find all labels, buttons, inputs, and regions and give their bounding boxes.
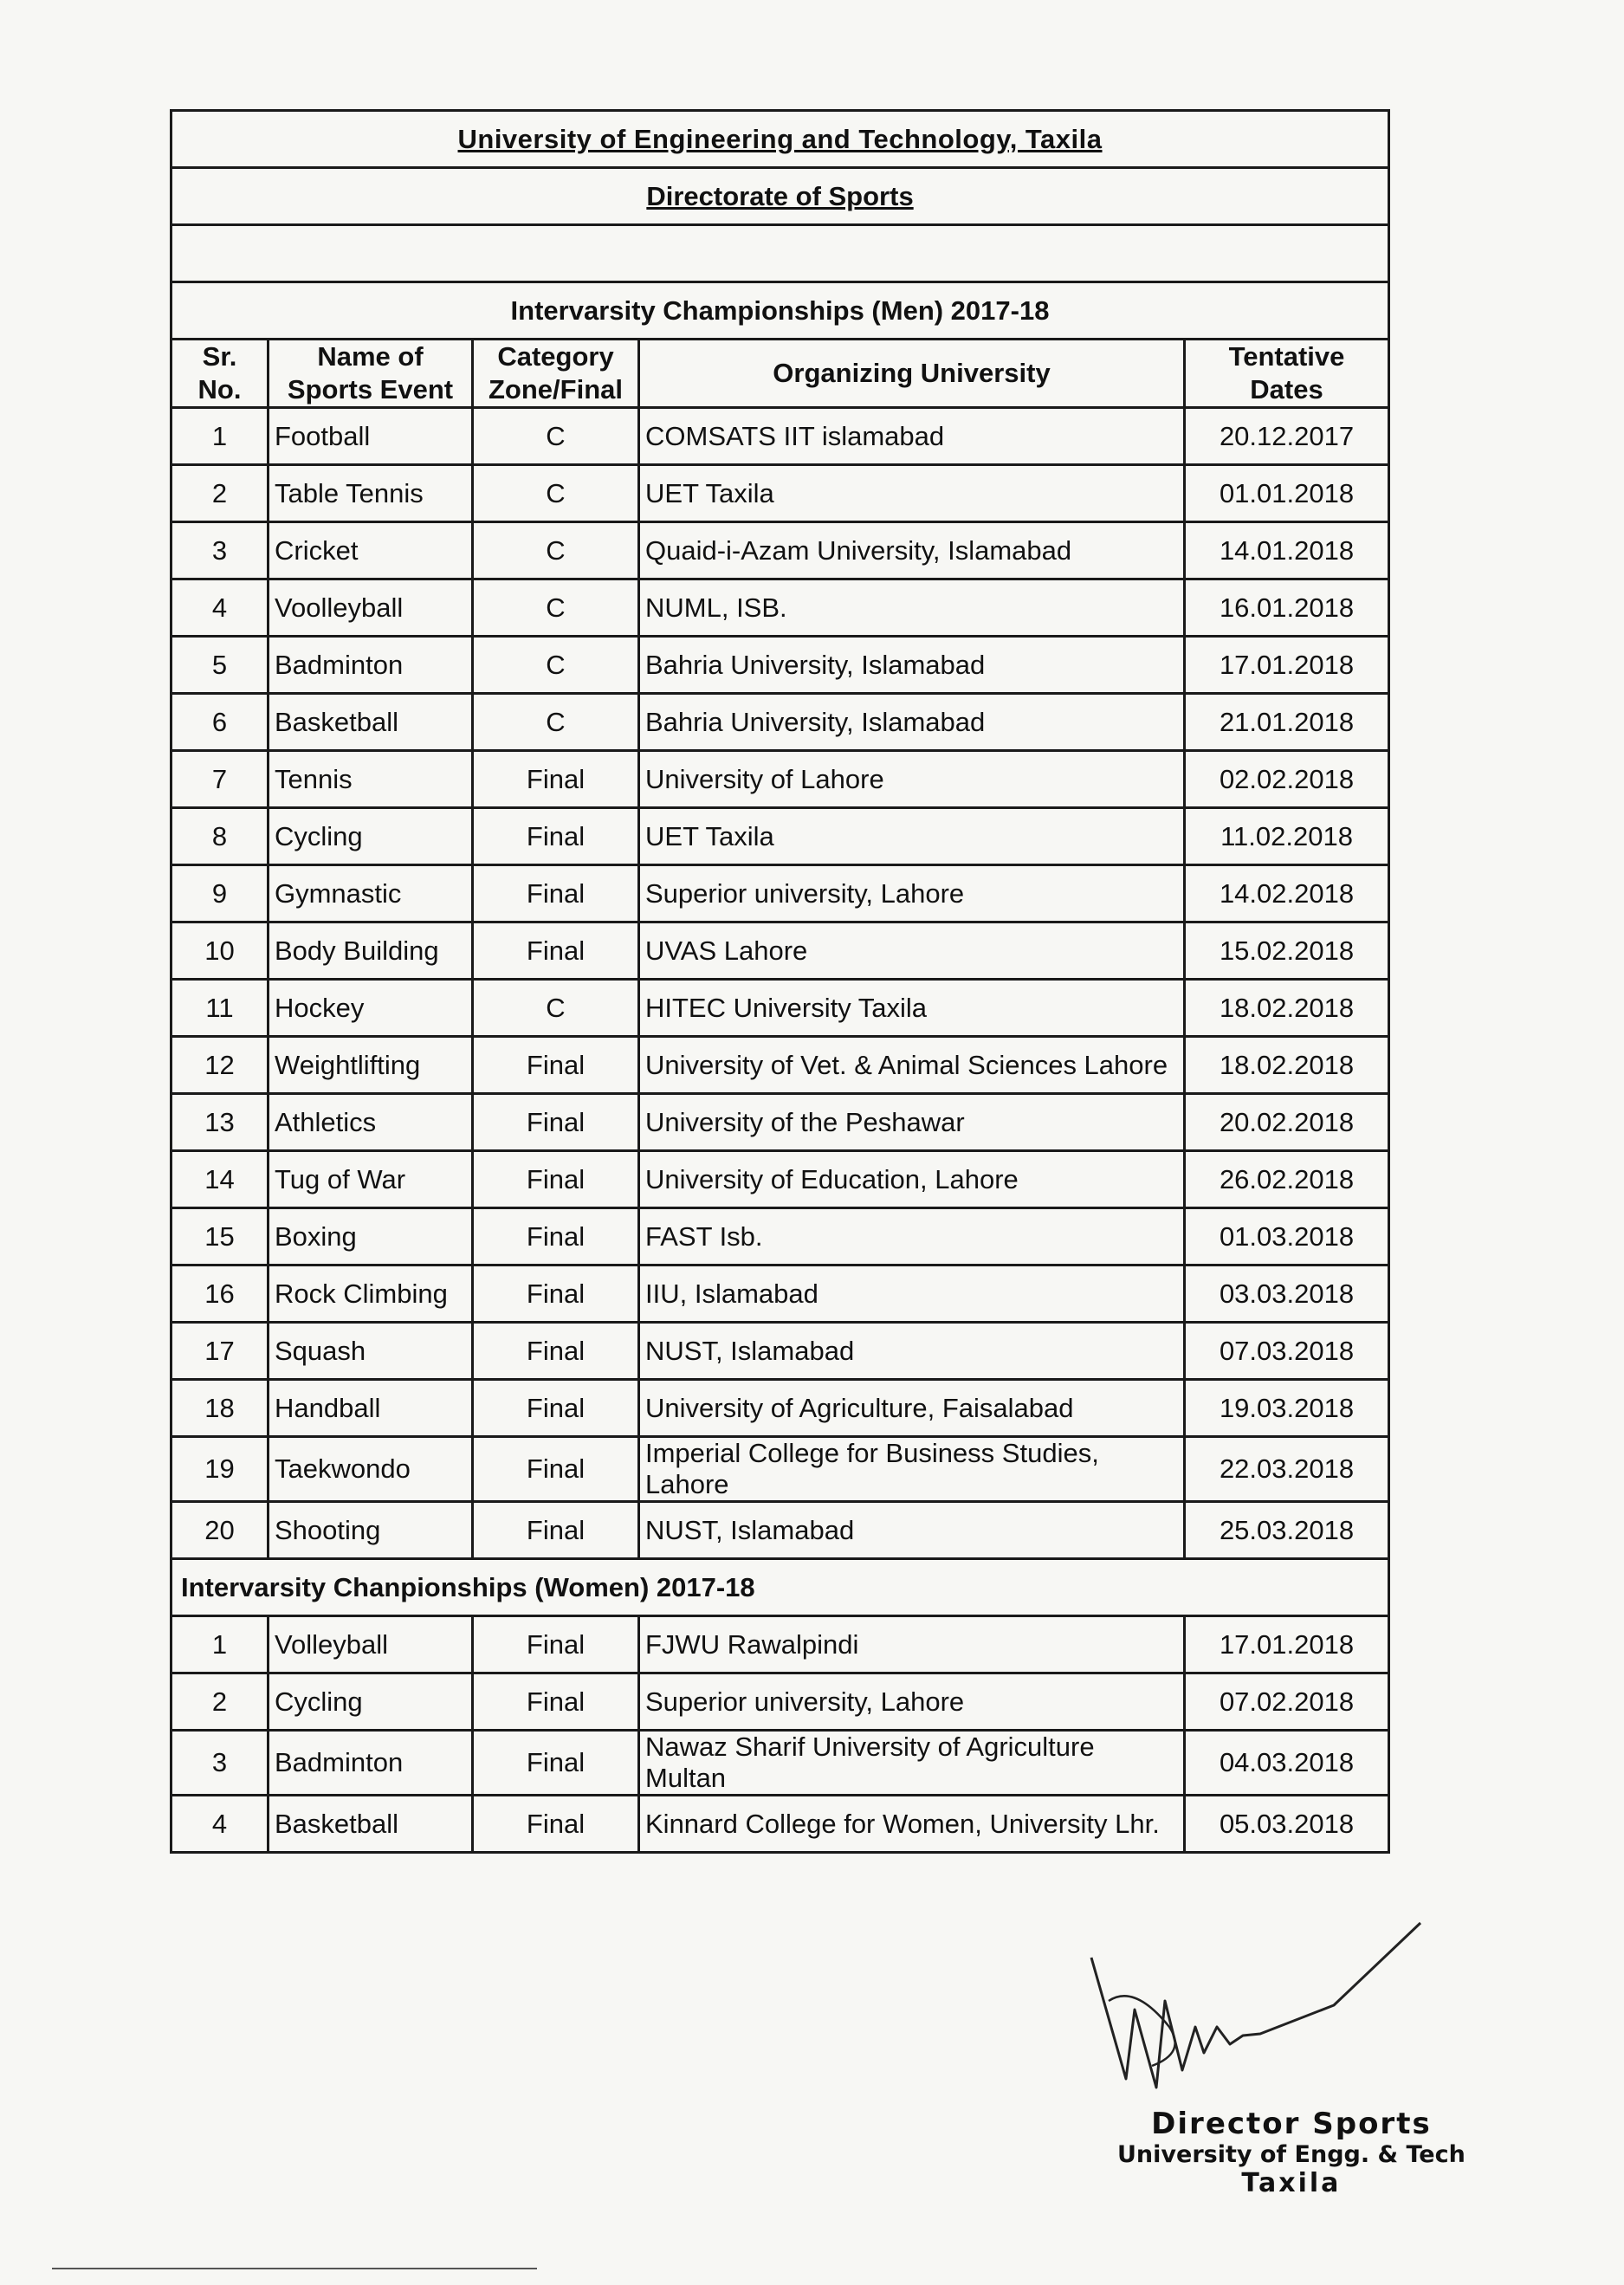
signature-city: Taxila [1241, 2168, 1342, 2198]
cell-event: Squash [269, 1323, 473, 1380]
cell-sr: 6 [171, 694, 269, 751]
cell-event: Hockey [269, 980, 473, 1037]
cell-date: 16.01.2018 [1185, 579, 1389, 637]
cell-date: 15.02.2018 [1185, 922, 1389, 980]
cell-organizer: Bahria University, Islamabad [639, 637, 1185, 694]
cell-date: 05.03.2018 [1185, 1796, 1389, 1853]
cell-category: Final [473, 1380, 639, 1437]
table-row [171, 1502, 1389, 1559]
cell-category: C [473, 522, 639, 579]
cell-date: 20.02.2018 [1185, 1094, 1389, 1151]
cell-organizer: University of Agriculture, Faisalabad [639, 1380, 1185, 1437]
cell-sr: 9 [171, 865, 269, 922]
table-row [171, 922, 1389, 980]
cell-date: 11.02.2018 [1185, 808, 1389, 865]
cell-event: Football [269, 408, 473, 465]
cell-category: Final [473, 1437, 639, 1502]
cell-date: 14.01.2018 [1185, 522, 1389, 579]
column-headers [171, 340, 1389, 408]
cell-category: Final [473, 1502, 639, 1559]
blank-row [171, 225, 1389, 282]
cell-organizer: NUST, Islamabad [639, 1323, 1185, 1380]
cell-category: Final [473, 1323, 639, 1380]
cell-event: Basketball [269, 1796, 473, 1853]
cell-sr: 4 [171, 1796, 269, 1853]
table-row [171, 522, 1389, 579]
cell-organizer: UET Taxila [639, 808, 1185, 865]
cell-date: 18.02.2018 [1185, 980, 1389, 1037]
header-organizer: Organizing University [639, 340, 1185, 408]
cell-category: Final [473, 1616, 639, 1673]
cell-category: Final [473, 1796, 639, 1853]
table-row [171, 980, 1389, 1037]
page-edge-line [52, 2268, 537, 2269]
cell-category: Final [473, 1094, 639, 1151]
cell-organizer: Kinnard College for Women, University Lhr. [639, 1796, 1185, 1853]
cell-category: Final [473, 865, 639, 922]
cell-event: Badminton [269, 1731, 473, 1796]
cell-date: 02.02.2018 [1185, 751, 1389, 808]
cell-category: Final [473, 1673, 639, 1731]
schedule-table [170, 109, 1390, 1854]
schedule-sheet [170, 109, 1388, 1854]
cell-date: 01.01.2018 [1185, 465, 1389, 522]
table-row [171, 1094, 1389, 1151]
university-title: University of Engineering and Technology, Taxila [171, 111, 1389, 168]
cell-sr: 17 [171, 1323, 269, 1380]
cell-sr: 3 [171, 1731, 269, 1796]
director-signature [1074, 1906, 1438, 2105]
cell-date: 14.02.2018 [1185, 865, 1389, 922]
cell-sr: 2 [171, 465, 269, 522]
cell-event: Taekwondo [269, 1437, 473, 1502]
cell-organizer: FJWU Rawalpindi [639, 1616, 1185, 1673]
cell-date: 22.03.2018 [1185, 1437, 1389, 1502]
cell-date: 07.02.2018 [1185, 1673, 1389, 1731]
signature-role: Director Sports [1151, 2107, 1432, 2141]
cell-date: 21.01.2018 [1185, 694, 1389, 751]
cell-sr: 19 [171, 1437, 269, 1502]
cell-category: Final [473, 1265, 639, 1323]
cell-sr: 16 [171, 1265, 269, 1323]
cell-event: Tug of War [269, 1151, 473, 1208]
cell-date: 20.12.2017 [1185, 408, 1389, 465]
cell-sr: 4 [171, 579, 269, 637]
cell-organizer: Nawaz Sharif University of Agriculture Multan [639, 1731, 1185, 1796]
cell-organizer: NUML, ISB. [639, 579, 1185, 637]
cell-event: Boxing [269, 1208, 473, 1265]
cell-date: 18.02.2018 [1185, 1037, 1389, 1094]
table-row [171, 1437, 1389, 1502]
cell-sr: 15 [171, 1208, 269, 1265]
cell-category: C [473, 694, 639, 751]
table-row [171, 637, 1389, 694]
cell-organizer: UVAS Lahore [639, 922, 1185, 980]
table-row [171, 1151, 1389, 1208]
women-section-title: Intervarsity Chanpionships (Women) 2017-18 [171, 1559, 1389, 1616]
cell-organizer: IIU, Islamabad [639, 1265, 1185, 1323]
cell-sr: 3 [171, 522, 269, 579]
cell-event: Table Tennis [269, 465, 473, 522]
table-row [171, 1037, 1389, 1094]
cell-event: Volleyball [269, 1616, 473, 1673]
cell-organizer: University of Lahore [639, 751, 1185, 808]
cell-category: Final [473, 808, 639, 865]
table-row [171, 408, 1389, 465]
table-row [171, 694, 1389, 751]
cell-organizer: Superior university, Lahore [639, 865, 1185, 922]
cell-organizer: University of the Peshawar [639, 1094, 1185, 1151]
cell-date: 04.03.2018 [1185, 1731, 1389, 1796]
cell-sr: 11 [171, 980, 269, 1037]
cell-category: Final [473, 1208, 639, 1265]
header-dates: Tentative Dates [1185, 340, 1389, 408]
cell-category: Final [473, 1037, 639, 1094]
cell-sr: 13 [171, 1094, 269, 1151]
table-row [171, 751, 1389, 808]
cell-organizer: NUST, Islamabad [639, 1502, 1185, 1559]
cell-date: 26.02.2018 [1185, 1151, 1389, 1208]
cell-event: Handball [269, 1380, 473, 1437]
cell-category: C [473, 980, 639, 1037]
table-row [171, 1265, 1389, 1323]
cell-sr: 8 [171, 808, 269, 865]
cell-sr: 7 [171, 751, 269, 808]
header-sr: Sr. No. [171, 340, 269, 408]
cell-event: Cycling [269, 808, 473, 865]
cell-event: Badminton [269, 637, 473, 694]
cell-organizer: HITEC University Taxila [639, 980, 1185, 1037]
cell-event: Rock Climbing [269, 1265, 473, 1323]
cell-category: C [473, 408, 639, 465]
table-row [171, 579, 1389, 637]
cell-organizer: Imperial College for Business Studies, Lahore [639, 1437, 1185, 1502]
cell-event: Cycling [269, 1673, 473, 1731]
cell-sr: 12 [171, 1037, 269, 1094]
directorate-title: Directorate of Sports [171, 168, 1389, 225]
header-event: Name of Sports Event [269, 340, 473, 408]
cell-organizer: University of Vet. & Animal Sciences Lahore [639, 1037, 1185, 1094]
cell-sr: 10 [171, 922, 269, 980]
cell-organizer: University of Education, Lahore [639, 1151, 1185, 1208]
cell-date: 03.03.2018 [1185, 1265, 1389, 1323]
header-category: Category Zone/Final [473, 340, 639, 408]
cell-organizer: UET Taxila [639, 465, 1185, 522]
cell-date: 19.03.2018 [1185, 1380, 1389, 1437]
cell-sr: 1 [171, 408, 269, 465]
table-row [171, 1208, 1389, 1265]
men-section-title: Intervarsity Championships (Men) 2017-18 [171, 282, 1389, 340]
cell-category: C [473, 579, 639, 637]
table-row [171, 1616, 1389, 1673]
cell-organizer: Quaid-i-Azam University, Islamabad [639, 522, 1185, 579]
cell-category: Final [473, 1151, 639, 1208]
cell-date: 17.01.2018 [1185, 1616, 1389, 1673]
table-row [171, 1323, 1389, 1380]
cell-event: Shooting [269, 1502, 473, 1559]
table-row [171, 465, 1389, 522]
cell-organizer: FAST Isb. [639, 1208, 1185, 1265]
cell-organizer: COMSATS IIT islamabad [639, 408, 1185, 465]
cell-organizer: Superior university, Lahore [639, 1673, 1185, 1731]
cell-event: Gymnastic [269, 865, 473, 922]
cell-event: Weightlifting [269, 1037, 473, 1094]
cell-sr: 14 [171, 1151, 269, 1208]
cell-event: Tennis [269, 751, 473, 808]
cell-date: 07.03.2018 [1185, 1323, 1389, 1380]
table-row [171, 1731, 1389, 1796]
cell-event: Basketball [269, 694, 473, 751]
cell-category: C [473, 465, 639, 522]
cell-sr: 1 [171, 1616, 269, 1673]
cell-category: Final [473, 922, 639, 980]
cell-date: 01.03.2018 [1185, 1208, 1389, 1265]
table-row [171, 865, 1389, 922]
table-row [171, 1380, 1389, 1437]
cell-date: 17.01.2018 [1185, 637, 1389, 694]
cell-category: Final [473, 751, 639, 808]
cell-sr: 5 [171, 637, 269, 694]
cell-sr: 2 [171, 1673, 269, 1731]
cell-date: 25.03.2018 [1185, 1502, 1389, 1559]
cell-event: Cricket [269, 522, 473, 579]
table-row [171, 1673, 1389, 1731]
cell-sr: 20 [171, 1502, 269, 1559]
cell-event: Body Building [269, 922, 473, 980]
cell-event: Athletics [269, 1094, 473, 1151]
cell-category: C [473, 637, 639, 694]
table-row [171, 1796, 1389, 1853]
signature-org: University of Engg. & Tech [1117, 2141, 1465, 2168]
cell-sr: 18 [171, 1380, 269, 1437]
table-row [171, 808, 1389, 865]
cell-event: Voolleyball [269, 579, 473, 637]
cell-organizer: Bahria University, Islamabad [639, 694, 1185, 751]
signature-block [1117, 2107, 1465, 2198]
cell-category: Final [473, 1731, 639, 1796]
